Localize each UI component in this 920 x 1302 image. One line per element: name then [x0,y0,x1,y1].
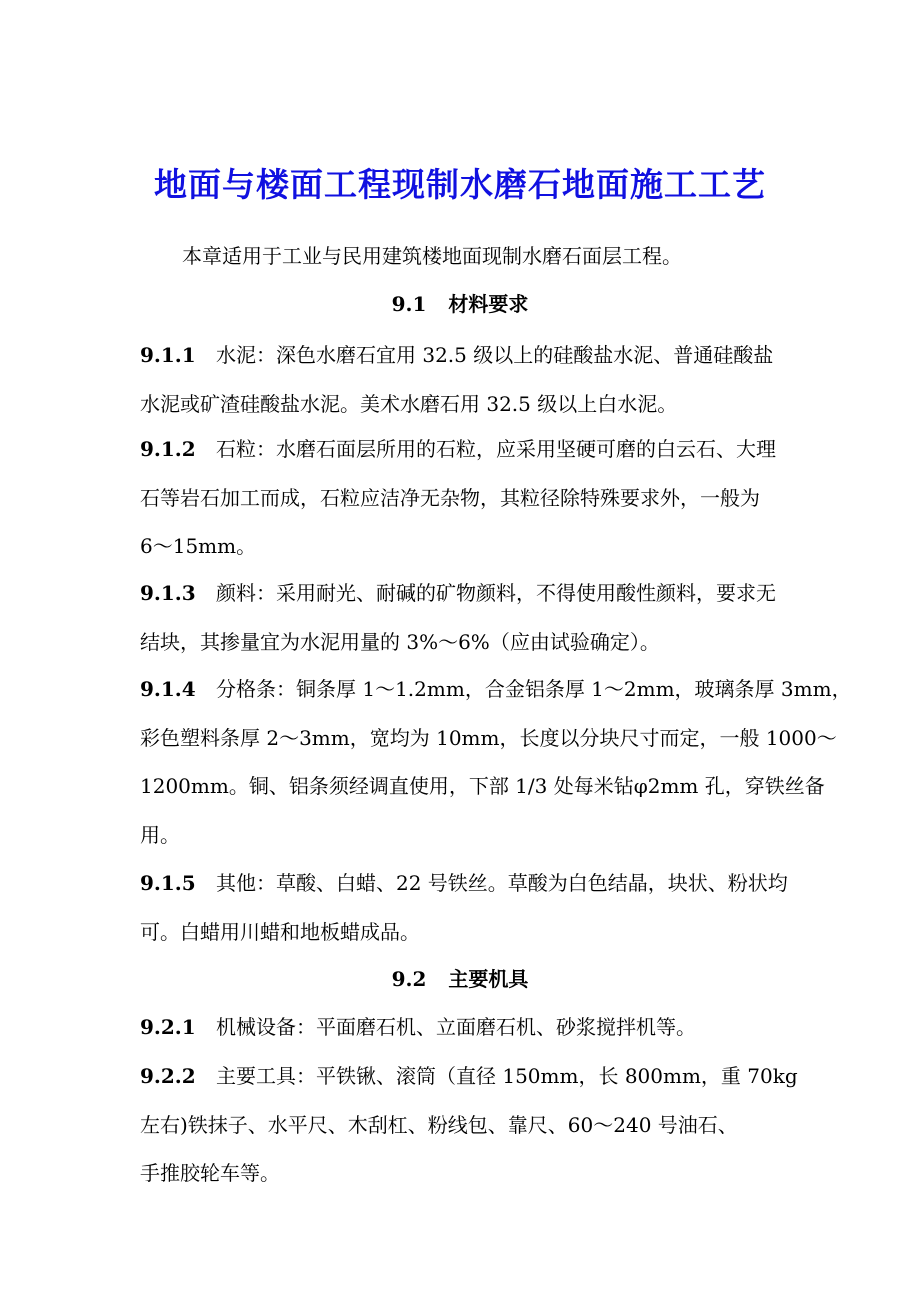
clause-line [140,425,840,474]
clause-line [140,569,840,618]
clause-line: 可。白蜡用川蜡和地板蜡成品。 [140,919,420,944]
clause-number: 9.1.3 [140,581,196,605]
clause-line: 用。 [140,823,180,848]
clause-text: 机械设备：平面磨石机、立面磨石机、砂浆搅拌机等。 [216,1015,696,1039]
clause-line: 彩色塑料条厚 2～3mm，宽均为 10mm，长度以分块尺寸而定，一般 1000～ [140,725,837,750]
clause-line [140,1003,840,1052]
clause-9-2-1 [140,1003,840,1052]
clause-line: 结块，其掺量宜为水泥用量的 3%～6%（应由试验确定）。 [140,629,660,654]
section-title: 材料要求 [448,292,529,316]
clause-text: 分格条：铜条厚 1～1.2mm，合金铝条厚 1～2mm，玻璃条厚 3mm， [216,677,852,701]
clause-9-1-2 [140,425,840,571]
section-number: 9.2 [391,967,427,991]
clause-line: 左右)铁抹子、水平尺、木刮杠、粉线包、靠尺、60～240 号油石、 [140,1112,738,1137]
clause-number: 9.1.4 [140,677,196,701]
clause-number: 9.2.1 [140,1015,196,1039]
clause-text: 其他：草酸、白蜡、22 号铁丝。草酸为白色结晶，块状、粉状均 [216,871,788,895]
clause-text: 颜料：采用耐光、耐碱的矿物颜料，不得使用酸性颜料，要求无 [216,581,776,605]
clause-number: 9.1.5 [140,871,196,895]
clause-line: 6～15mm。 [140,534,257,559]
clause-number: 9.1.1 [140,343,196,367]
clause-line: 石等岩石加工而成，石粒应洁净无杂物，其粒径除特殊要求外，一般为 [140,485,760,510]
clause-9-1-5 [140,859,840,956]
document-title: 地面与楼面工程现制水磨石地面施工工艺 [154,165,766,204]
clause-number: 9.1.2 [140,437,196,461]
clause-line [140,331,840,380]
clause-9-1-1 [140,331,840,428]
clause-line [140,859,840,908]
clause-line: 手推胶轮车等。 [140,1161,280,1186]
clause-9-2-2 [140,1052,840,1198]
intro-paragraph: 本章适用于工业与民用建筑楼地面现制水磨石面层工程。 [182,244,682,268]
clause-text: 石粒：水磨石面层所用的石粒，应采用坚硬可磨的白云石、大理 [216,437,776,461]
clause-line: 1200mm。铜、铝条须经调直使用，下部 1/3 处每米钻φ2mm 孔，穿铁丝备 [140,774,825,799]
clause-text: 主要工具：平铁锹、滚筒（直径 150mm，长 800mm，重 70kg [216,1064,798,1088]
clause-9-1-4 [140,665,852,860]
section-number: 9.1 [391,292,427,316]
clause-text: 水泥：深色水磨石宜用 32.5 级以上的硅酸盐水泥、普通硅酸盐 [216,343,774,367]
clause-line: 水泥或矿渣硅酸盐水泥。美术水磨石用 32.5 级以上白水泥。 [140,391,678,416]
clause-line [140,665,852,714]
clause-9-1-3 [140,569,840,666]
section-heading-9-1 [0,286,920,322]
clause-line [140,1052,840,1101]
section-heading-9-2 [0,961,920,997]
section-title: 主要机具 [448,967,529,991]
clause-number: 9.2.2 [140,1064,196,1088]
